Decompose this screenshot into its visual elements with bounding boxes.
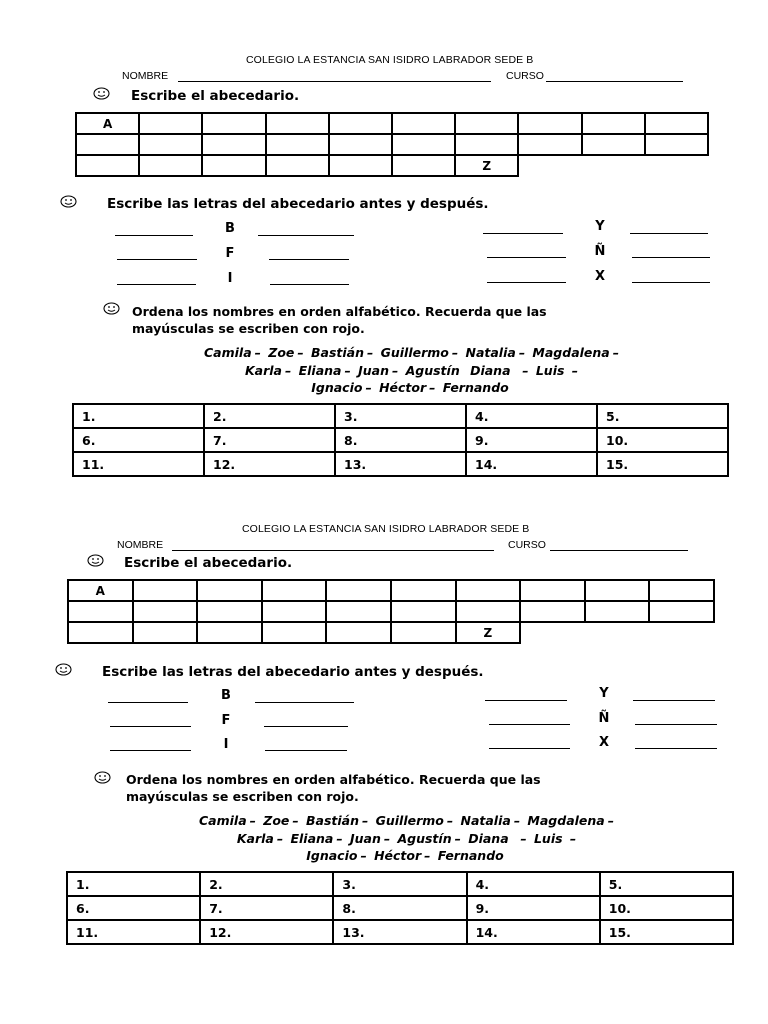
alphabet-cell[interactable]: [197, 601, 262, 622]
order-cell[interactable]: 1.: [73, 404, 204, 428]
order-cell[interactable]: 14.: [467, 920, 600, 944]
alphabet-cell[interactable]: [585, 580, 650, 601]
order-cell[interactable]: 1.: [67, 872, 200, 896]
order-cell[interactable]: 13.: [333, 920, 466, 944]
answer-blank[interactable]: [635, 748, 717, 749]
alphabet-cell[interactable]: [392, 113, 455, 134]
alphabet-cell[interactable]: [262, 601, 327, 622]
alphabet-cell[interactable]: [391, 622, 456, 643]
alphabet-cell[interactable]: [391, 601, 456, 622]
order-cell[interactable]: 15.: [600, 920, 733, 944]
alphabet-cell[interactable]: [133, 580, 198, 601]
name-item: Bastián: [311, 345, 364, 360]
order-cell[interactable]: 10.: [600, 896, 733, 920]
course-field[interactable]: [550, 550, 688, 551]
school-name: COLEGIO LA ESTANCIA SAN ISIDRO LABRADOR SEDE B: [242, 523, 530, 535]
answer-blank[interactable]: [108, 702, 188, 703]
smiley-icon: [60, 195, 77, 208]
letter-enye: Ñ: [598, 711, 610, 726]
alphabet-cell[interactable]: [326, 580, 391, 601]
alphabet-cell[interactable]: [68, 622, 133, 643]
order-cell[interactable]: 4.: [466, 404, 597, 428]
answer-blank[interactable]: [489, 724, 570, 725]
answer-blank[interactable]: [115, 235, 193, 236]
worksheet-bottom: [0, 468, 768, 980]
answer-blank[interactable]: [632, 257, 710, 258]
name-item: Zoe: [263, 813, 290, 828]
name-label: NOMBRE: [122, 70, 169, 82]
answer-blank[interactable]: [269, 259, 349, 260]
alphabet-cell[interactable]: A: [68, 580, 133, 601]
name-item: Fernando: [442, 380, 509, 395]
name-item: Natalia: [460, 813, 511, 828]
name-item: Juan: [358, 362, 389, 378]
name-item: Diana: [468, 830, 509, 846]
name-item: Magdalena: [527, 813, 605, 828]
alphabet-cell[interactable]: [262, 622, 327, 643]
order-cell[interactable]: 3.: [335, 404, 466, 428]
names-list: Camila – Zoe – Bastián – Guillermo – Natalia – Magdalena – Karla – Eliana – Juan – Agustín Diana – Luis – Ignacio – Héctor – Fernando: [204, 345, 619, 395]
answer-blank[interactable]: [487, 282, 566, 283]
order-cell[interactable]: 9.: [466, 428, 597, 452]
name-item: Fernando: [437, 848, 504, 863]
alphabet-cell[interactable]: Z: [455, 155, 518, 176]
name-item: Camila: [204, 345, 252, 360]
alphabet-cell[interactable]: A: [76, 113, 139, 134]
order-instruction-line2: mayúsculas se escriben con rojo.: [132, 321, 365, 336]
answer-blank[interactable]: [630, 233, 708, 234]
order-cell[interactable]: 9.: [467, 896, 600, 920]
course-label: CURSO: [508, 539, 546, 551]
before-after-instruction: Escribe las letras del abecedario antes y después.: [102, 664, 484, 680]
alphabet-cell[interactable]: [68, 601, 133, 622]
order-cell[interactable]: 2.: [200, 872, 333, 896]
alphabet-cell[interactable]: [520, 601, 585, 622]
order-cell[interactable]: 7.: [200, 896, 333, 920]
order-cell[interactable]: 7.: [204, 428, 335, 452]
alphabet-cell[interactable]: [76, 155, 139, 176]
letter-f: F: [221, 713, 231, 728]
answer-blank[interactable]: [265, 750, 347, 751]
name-item: Luis: [533, 830, 563, 846]
name-field[interactable]: [172, 550, 494, 551]
alphabet-cell[interactable]: [329, 134, 392, 155]
alphabet-cell[interactable]: [133, 622, 198, 643]
order-cell[interactable]: 5.: [597, 404, 728, 428]
alphabet-cell[interactable]: [266, 155, 329, 176]
name-item: Guillermo: [375, 813, 444, 828]
name-item: Ignacio: [311, 380, 363, 395]
alphabet-grid: [75, 112, 709, 177]
alphabet-cell[interactable]: [139, 113, 202, 134]
alphabet-cell[interactable]: [582, 113, 645, 134]
alphabet-cell[interactable]: [585, 601, 650, 622]
smiley-icon: [55, 663, 72, 676]
letter-i: I: [227, 271, 233, 286]
order-instruction-line2: mayúsculas se escriben con rojo.: [126, 789, 359, 804]
alphabet-cell[interactable]: [455, 134, 518, 155]
smiley-icon: [87, 554, 104, 567]
alphabet-cell[interactable]: [645, 134, 708, 155]
order-table: [72, 403, 729, 477]
alphabet-cell[interactable]: [582, 134, 645, 155]
alphabet-cell[interactable]: [202, 155, 265, 176]
order-cell[interactable]: 8.: [333, 896, 466, 920]
name-item: Agustín: [397, 830, 452, 846]
letter-y: Y: [599, 686, 609, 701]
alphabet-cell[interactable]: [392, 134, 455, 155]
letter-b: B: [225, 221, 235, 236]
name-item: Ignacio: [306, 848, 358, 863]
alphabet-cell[interactable]: [197, 622, 262, 643]
name-item: Héctor: [374, 848, 422, 863]
alphabet-cell[interactable]: Z: [456, 622, 521, 643]
letter-x: X: [594, 269, 606, 284]
answer-blank[interactable]: [117, 284, 196, 285]
alphabet-cell[interactable]: [202, 134, 265, 155]
name-item: Agustín: [405, 362, 460, 378]
alphabet-cell[interactable]: [266, 134, 329, 155]
order-cell[interactable]: 5.: [600, 872, 733, 896]
name-item: Karla: [236, 830, 274, 846]
smiley-icon: [94, 771, 111, 784]
answer-blank[interactable]: [110, 750, 191, 751]
order-cell[interactable]: 6.: [73, 428, 204, 452]
alphabet-cell[interactable]: [197, 580, 262, 601]
name-item: Eliana: [290, 830, 334, 846]
answer-blank[interactable]: [485, 700, 567, 701]
empty-cell: [582, 155, 645, 176]
letter-i: I: [223, 737, 229, 752]
alphabet-cell[interactable]: [326, 601, 391, 622]
order-cell[interactable]: 13.: [335, 452, 466, 476]
alphabet-cell[interactable]: [456, 601, 521, 622]
letter-enye: Ñ: [594, 244, 606, 259]
name-item: Luis: [535, 362, 565, 378]
alphabet-cell[interactable]: [326, 622, 391, 643]
empty-cell: [645, 155, 708, 176]
name-field[interactable]: [178, 81, 491, 82]
order-cell[interactable]: 11.: [67, 920, 200, 944]
answer-blank[interactable]: [258, 235, 354, 236]
answer-blank[interactable]: [483, 233, 563, 234]
course-label: CURSO: [506, 70, 544, 82]
alphabet-cell[interactable]: [518, 134, 581, 155]
order-table: [66, 871, 734, 945]
order-cell[interactable]: 12.: [200, 920, 333, 944]
name-label: NOMBRE: [117, 539, 164, 551]
letter-x: X: [598, 735, 610, 750]
order-instruction-line1: Ordena los nombres en orden alfabético. Recuerda que las: [126, 772, 541, 787]
alphabet-cell[interactable]: [133, 601, 198, 622]
alphabet-cell[interactable]: [518, 113, 581, 134]
course-field[interactable]: [546, 81, 683, 82]
name-item: Juan: [349, 830, 381, 846]
letter-b: B: [221, 688, 231, 703]
empty-cell: [585, 622, 650, 643]
empty-cell: [520, 622, 585, 643]
name-item: Bastián: [306, 813, 359, 828]
alphabet-cell[interactable]: [456, 580, 521, 601]
order-cell[interactable]: 2.: [204, 404, 335, 428]
alphabet-cell[interactable]: [520, 580, 585, 601]
name-item: Eliana: [298, 362, 342, 378]
alphabet-cell[interactable]: [455, 113, 518, 134]
empty-cell: [518, 155, 581, 176]
letter-f: F: [225, 246, 235, 261]
alphabet-cell[interactable]: [139, 155, 202, 176]
answer-blank[interactable]: [489, 748, 570, 749]
name-item: Guillermo: [380, 345, 449, 360]
alphabet-cell[interactable]: [266, 113, 329, 134]
name-item: Magdalena: [532, 345, 610, 360]
name-item: Héctor: [379, 380, 427, 395]
order-instruction-line1: Ordena los nombres en orden alfabético. Recuerda que las: [132, 304, 547, 319]
order-cell[interactable]: 10.: [597, 428, 728, 452]
name-item: Karla: [244, 362, 282, 378]
answer-blank[interactable]: [635, 724, 717, 725]
order-cell[interactable]: 12.: [204, 452, 335, 476]
answer-blank[interactable]: [633, 700, 715, 701]
names-list: Camila – Zoe – Bastián – Guillermo – Natalia – Magdalena – Karla – Eliana – Juan – Agustín – Diana – Luis – Ignacio – Héctor – Fernando: [199, 813, 614, 863]
alphabet-grid: [67, 579, 715, 644]
answer-blank[interactable]: [110, 726, 191, 727]
answer-blank[interactable]: [270, 284, 349, 285]
alphabet-cell[interactable]: [262, 580, 327, 601]
answer-blank[interactable]: [255, 702, 354, 703]
name-item: Zoe: [268, 345, 295, 360]
smiley-icon: [93, 87, 110, 100]
alphabet-cell[interactable]: [76, 134, 139, 155]
alphabet-cell[interactable]: [202, 113, 265, 134]
alphabet-instruction: Escribe el abecedario.: [131, 88, 300, 104]
order-cell[interactable]: 4.: [467, 872, 600, 896]
order-cell[interactable]: 14.: [466, 452, 597, 476]
empty-cell: [649, 622, 714, 643]
alphabet-cell[interactable]: [392, 155, 455, 176]
letter-y: Y: [595, 219, 605, 234]
before-after-instruction: Escribe las letras del abecedario antes y después.: [107, 196, 489, 212]
alphabet-cell[interactable]: [329, 113, 392, 134]
order-cell[interactable]: 15.: [597, 452, 728, 476]
answer-blank[interactable]: [264, 726, 348, 727]
answer-blank[interactable]: [117, 259, 197, 260]
order-cell[interactable]: 3.: [333, 872, 466, 896]
alphabet-cell[interactable]: [649, 601, 714, 622]
alphabet-cell[interactable]: [645, 113, 708, 134]
answer-blank[interactable]: [487, 257, 566, 258]
alphabet-cell[interactable]: [391, 580, 456, 601]
name-item: Camila: [199, 813, 247, 828]
name-item: Natalia: [465, 345, 516, 360]
order-cell[interactable]: 8.: [335, 428, 466, 452]
alphabet-cell[interactable]: [649, 580, 714, 601]
name-item: Diana: [470, 362, 511, 378]
order-cell[interactable]: 11.: [73, 452, 204, 476]
school-name: COLEGIO LA ESTANCIA SAN ISIDRO LABRADOR SEDE B: [246, 54, 534, 66]
alphabet-cell[interactable]: [329, 155, 392, 176]
smiley-icon: [103, 302, 120, 315]
order-cell[interactable]: 6.: [67, 896, 200, 920]
alphabet-instruction: Escribe el abecedario.: [124, 555, 293, 571]
alphabet-cell[interactable]: [139, 134, 202, 155]
answer-blank[interactable]: [632, 282, 710, 283]
